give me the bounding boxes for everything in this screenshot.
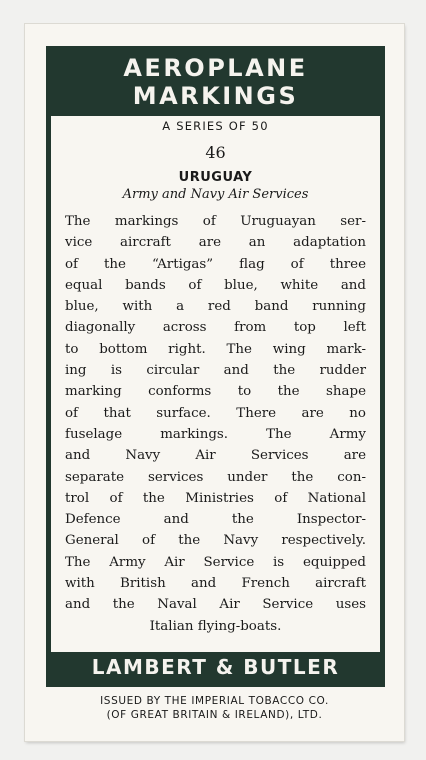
issuer-line-1: ISSUED BY THE IMPERIAL TOBACCO CO.	[100, 695, 329, 707]
description-line: The Army Air Service is equipped	[65, 554, 366, 570]
description-line: Defence and the Inspector-	[65, 512, 366, 528]
description-line: and Navy Air Services are	[65, 448, 366, 464]
description-line: separate services under the con-	[65, 469, 366, 485]
subtitle: Army and Navy Air Services	[122, 187, 309, 202]
brand-banner: LAMBERT & BUTLER	[51, 652, 380, 682]
title-line-2: MARKINGS	[132, 82, 299, 110]
description-line: General of the Navy respectively.	[65, 533, 366, 549]
issuer-line-2: (OF GREAT BRITAIN & IRELAND), LTD.	[106, 709, 323, 721]
description-line: vice aircraft are an adaptation	[65, 235, 366, 251]
cigarette-card	[25, 24, 404, 741]
description-text	[65, 211, 366, 637]
title-banner	[51, 51, 380, 116]
description-line: of the “Artigas” flag of three	[65, 256, 366, 272]
description-line: of that surface. There are no	[65, 405, 366, 421]
description-line: ing is circular and the rudder	[65, 363, 366, 379]
description-line: marking conforms to the shape	[65, 384, 366, 400]
description-line: Italian flying-boats.	[149, 618, 282, 634]
card-number: 46	[205, 143, 226, 162]
description-line: equal bands of blue, white and	[65, 277, 366, 293]
description-line: and the Naval Air Service uses	[65, 597, 366, 613]
description-line: blue, with a red band running	[65, 299, 366, 315]
description-line: The markings of Uruguayan ser-	[65, 214, 366, 229]
country-heading: URUGUAY	[178, 170, 253, 185]
description-line: with British and French aircraft	[65, 576, 366, 592]
card-frame	[46, 46, 385, 687]
description-line: trol of the Ministries of National	[65, 490, 366, 506]
description-line: diagonally across from top left	[65, 320, 366, 336]
issuer-text	[25, 694, 404, 722]
description-line: fuselage markings. The Army	[65, 426, 366, 442]
description-line: to bottom right. The wing mark-	[65, 341, 366, 357]
series-label: A SERIES OF 50	[162, 119, 269, 133]
title-line-1: AEROPLANE	[123, 54, 308, 82]
